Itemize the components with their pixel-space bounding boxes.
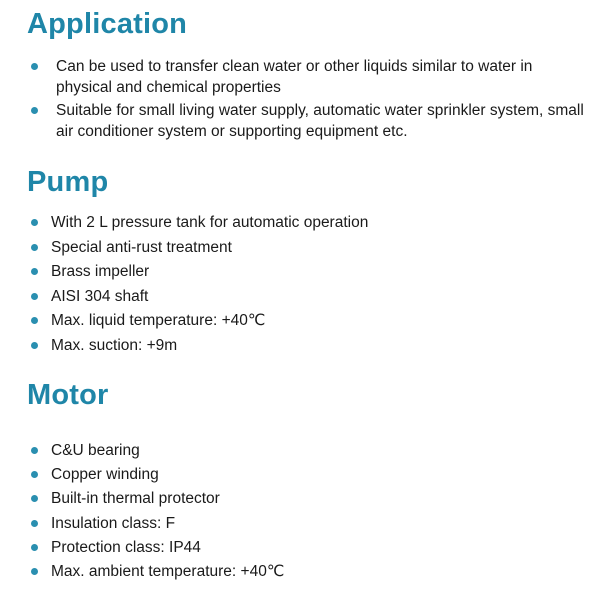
bullet-dot-icon <box>31 293 38 300</box>
list-item <box>0 56 600 98</box>
bullet-dot-icon <box>31 342 38 349</box>
bullet-dot-icon <box>31 495 38 502</box>
bullet-dot-icon <box>31 568 38 575</box>
bullet-dot-icon <box>31 317 38 324</box>
list-item-text: AISI 304 shaft <box>51 287 149 305</box>
list-item <box>0 561 600 585</box>
bullet-dot-icon <box>31 268 38 275</box>
list-item <box>0 100 600 142</box>
list-item <box>0 286 600 311</box>
pump-heading: Pump <box>27 166 109 198</box>
list-item-text: Max. ambient temperature: +40℃ <box>51 562 285 580</box>
list-item-text: Protection class: IP44 <box>51 538 201 556</box>
application-list <box>0 56 600 144</box>
list-item-text: Built-in thermal protector <box>51 490 220 508</box>
list-item-text: Copper winding <box>51 466 159 484</box>
list-item-text: Brass impeller <box>51 263 150 281</box>
list-item <box>0 310 600 335</box>
list-item-text: Special anti-rust treatment <box>51 238 232 256</box>
bullet-dot-icon <box>31 447 38 454</box>
bullet-dot-icon <box>31 63 38 70</box>
bullet-dot-icon <box>31 244 38 251</box>
list-item-text: C&U bearing <box>51 442 140 459</box>
list-item <box>0 335 600 360</box>
bullet-dot-icon <box>31 219 38 226</box>
list-item <box>0 261 600 286</box>
list-item <box>0 513 600 537</box>
bullet-dot-icon <box>31 107 38 114</box>
list-item <box>0 212 600 237</box>
pump-list <box>0 212 600 360</box>
bullet-dot-icon <box>31 471 38 478</box>
list-item-text: Max. liquid temperature: +40℃ <box>51 312 266 330</box>
list-item-text: With 2 L pressure tank for automatic operation <box>51 214 369 231</box>
list-item-text: Can be used to transfer clean water or other liquids similar to water in physical and chemical properties <box>56 58 533 96</box>
list-item <box>0 237 600 262</box>
list-item <box>0 488 600 512</box>
bullet-dot-icon <box>31 520 38 527</box>
motor-heading: Motor <box>27 379 109 411</box>
list-item-text: Suitable for small living water supply, automatic water sprinkler system, small air conditioner system or supporting equipment etc. <box>56 102 584 140</box>
motor-list <box>0 440 600 585</box>
list-item <box>0 440 600 464</box>
application-heading: Application <box>27 8 188 40</box>
list-item-text: Insulation class: F <box>51 514 176 532</box>
list-item <box>0 464 600 488</box>
list-item <box>0 537 600 561</box>
bullet-dot-icon <box>31 544 38 551</box>
list-item-text: Max. suction: +9m <box>51 336 178 354</box>
